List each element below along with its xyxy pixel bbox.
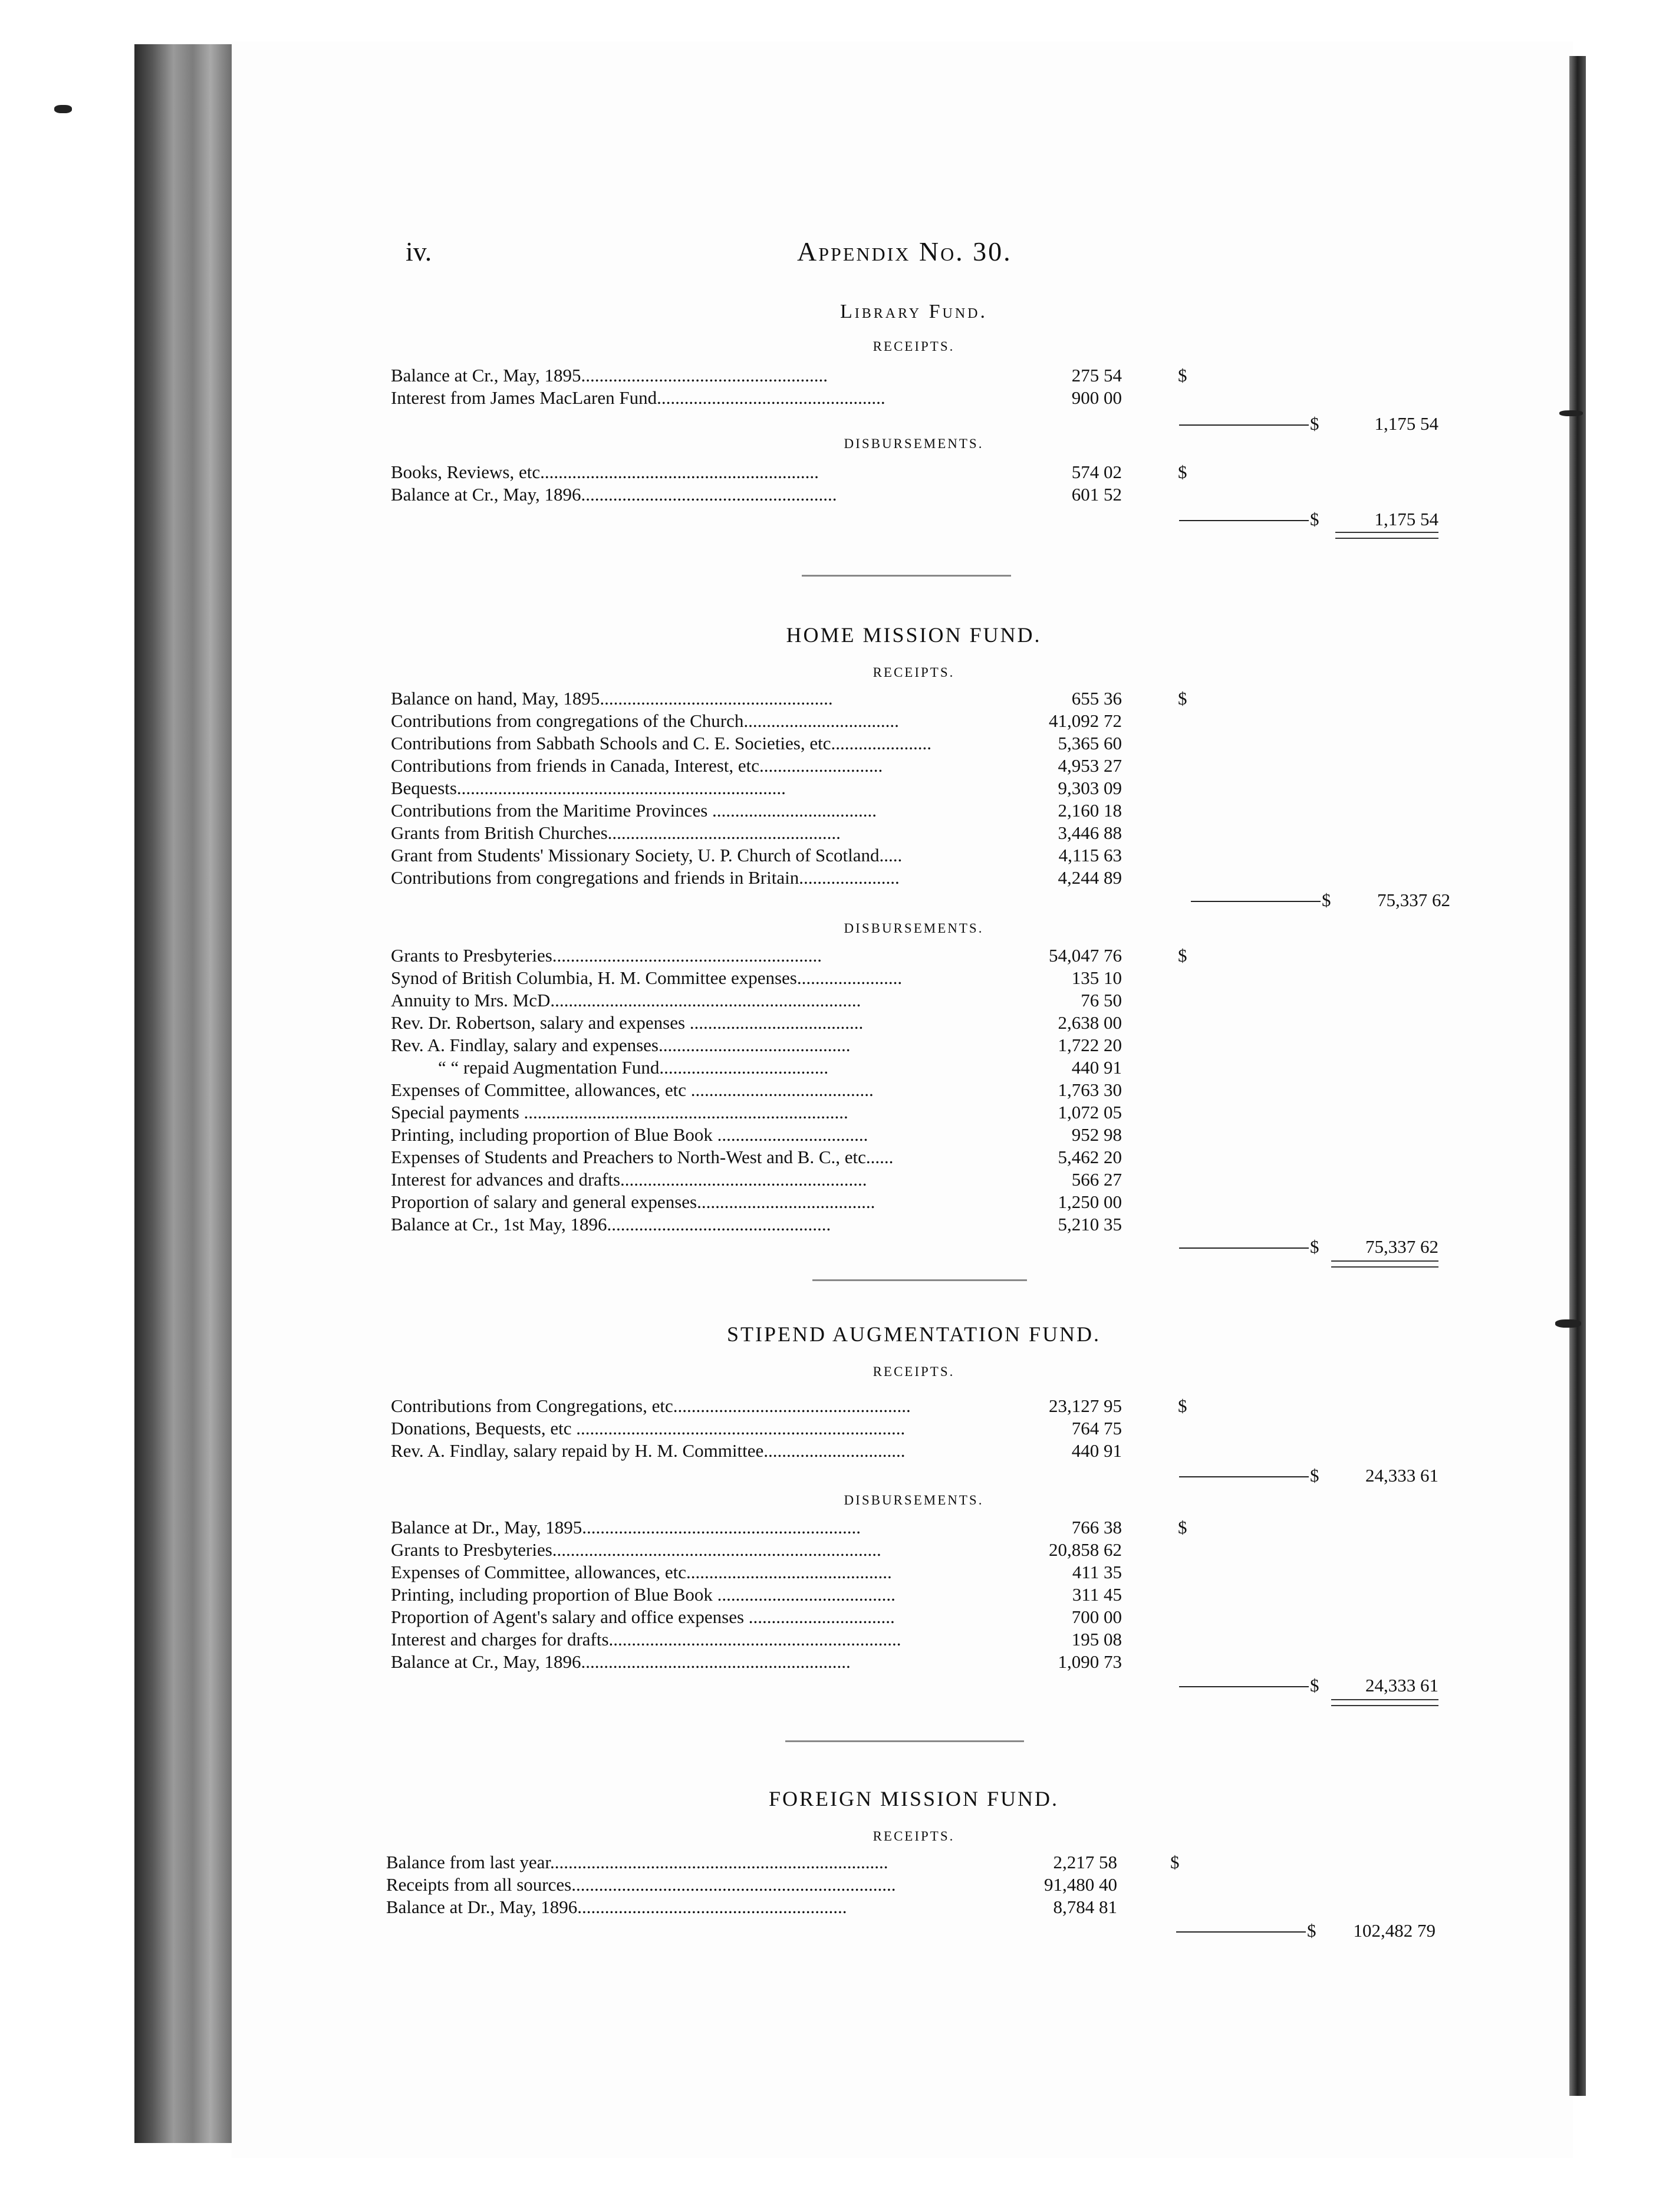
total-value: 102,482 79 xyxy=(1353,1920,1436,1941)
ledger-amount: 440 91 xyxy=(1071,1440,1122,1461)
ledger-amount: 2,217 58 xyxy=(1053,1852,1117,1872)
total-rule xyxy=(1179,520,1309,521)
ledger-amount: 601 52 xyxy=(1071,484,1122,505)
dollar-sign: $ xyxy=(1170,1852,1180,1872)
library-disbursements-heading: DISBURSEMENTS. xyxy=(844,436,984,451)
scan-margin-left xyxy=(0,0,136,2212)
ledger-label: Rev. A. Findlay, salary repaid by H. M. Committee............................... xyxy=(391,1440,906,1461)
ledger-label: Proportion of Agent's salary and office expenses ................................ xyxy=(391,1607,895,1627)
ledger-amount: 2,160 18 xyxy=(1058,800,1122,821)
dollar-sign: $ xyxy=(1178,945,1187,966)
ledger-amount: 4,244 89 xyxy=(1058,867,1122,888)
section-separator xyxy=(812,1279,1027,1281)
ledger-amount: 5,462 20 xyxy=(1058,1147,1122,1167)
total-rule xyxy=(1179,424,1309,426)
double-underline xyxy=(1331,1260,1438,1268)
ledger-label: Contributions from congregations of the Church.................................. xyxy=(391,710,899,731)
ledger-label: Balance at Cr., May, 1896........................................................ xyxy=(391,484,837,505)
dollar-sign: $ xyxy=(1310,509,1319,529)
library-fund-title: Library Fund. xyxy=(840,301,988,322)
dollar-sign: $ xyxy=(1310,1675,1319,1696)
ledger-amount: 135 10 xyxy=(1071,967,1122,988)
ledger-label: Interest and charges for drafts................................................................ xyxy=(391,1629,901,1650)
dollar-sign: $ xyxy=(1310,1465,1319,1486)
ledger-amount: 1,763 30 xyxy=(1058,1079,1122,1100)
ledger-amount: 900 00 xyxy=(1071,387,1122,408)
ledger-label: Bequests........................................................................ xyxy=(391,778,786,798)
stipend-augmentation-fund-title: STIPEND AUGMENTATION FUND. xyxy=(726,1322,1101,1346)
dollar-sign: $ xyxy=(1310,413,1319,434)
total-value: 24,333 61 xyxy=(1365,1675,1438,1696)
ledger-amount: 700 00 xyxy=(1071,1607,1122,1627)
dollar-sign: $ xyxy=(1178,1395,1187,1416)
ledger-amount: 54,047 76 xyxy=(1049,945,1122,966)
ledger-amount: 9,303 09 xyxy=(1058,778,1122,798)
ledger-label: Grant from Students' Missionary Society, U. P. Church of Scotland..... xyxy=(391,845,903,865)
dollar-sign: $ xyxy=(1178,365,1187,386)
home-mission-disbursements-heading: DISBURSEMENTS. xyxy=(844,921,984,936)
ledger-label: Expenses of Committee, allowances, etc ........................................ xyxy=(391,1079,874,1100)
scan-speck xyxy=(1555,1319,1581,1328)
total-rule xyxy=(1176,1931,1306,1933)
ledger-label: Balance at Cr., 1st May, 1896................................................. xyxy=(391,1214,831,1235)
ledger-label: Proportion of salary and general expenses....................................... xyxy=(391,1191,875,1212)
double-underline xyxy=(1331,1699,1438,1706)
ledger-label: Interest for advances and drafts...................................................... xyxy=(391,1169,867,1190)
ledger-label: Contributions from the Maritime Provinces .................................... xyxy=(391,800,877,821)
ledger-amount: 1,250 00 xyxy=(1058,1191,1122,1212)
ledger-amount: 41,092 72 xyxy=(1049,710,1122,731)
ledger-label: Balance at Dr., May, 1895............................................................. xyxy=(391,1517,861,1538)
ledger-amount: 8,784 81 xyxy=(1053,1897,1117,1917)
total-value: 75,337 62 xyxy=(1377,890,1450,910)
ledger-label: Balance at Cr., May, 1896........................................................... xyxy=(391,1651,851,1672)
ledger-amount: 574 02 xyxy=(1071,462,1122,482)
ledger-label: Printing, including proportion of Blue Book ....................................... xyxy=(391,1584,896,1605)
ledger-amount: 91,480 40 xyxy=(1044,1874,1117,1895)
ledger-label: Donations, Bequests, etc ........................................................................ xyxy=(391,1418,906,1439)
ledger-amount: 76 50 xyxy=(1081,990,1122,1010)
ledger-amount: 952 98 xyxy=(1071,1124,1122,1145)
ledger-label: Balance on hand, May, 1895................................................... xyxy=(391,688,833,709)
ledger-label: Expenses of Committee, allowances, etc............................................. xyxy=(391,1562,892,1582)
ledger-label: Grants from British Churches................................................... xyxy=(391,822,841,843)
ledger-label: Special payments ....................................................................... xyxy=(391,1102,848,1123)
ledger-label: Rev. A. Findlay, salary and expenses.......................................... xyxy=(391,1035,851,1055)
dollar-sign: $ xyxy=(1178,1517,1187,1538)
ledger-label: Receipts from all sources....................................................................... xyxy=(386,1874,896,1895)
dollar-sign: $ xyxy=(1307,1920,1316,1941)
total-value: 24,333 61 xyxy=(1365,1465,1438,1486)
appendix-heading: Appendix No. 30. xyxy=(797,236,1012,266)
foreign-mission-fund-title: FOREIGN MISSION FUND. xyxy=(768,1787,1059,1811)
ledger-label: Contributions from congregations and friends in Britain...................... xyxy=(391,867,900,888)
dollar-sign: $ xyxy=(1310,1236,1319,1257)
facing-page-edge xyxy=(1569,56,1586,2096)
total-rule xyxy=(1179,1247,1309,1249)
section-separator xyxy=(802,575,1011,577)
ledger-label: Printing, including proportion of Blue Book ................................. xyxy=(391,1124,868,1145)
total-rule xyxy=(1191,901,1321,902)
ledger-amount: 655 36 xyxy=(1071,688,1122,709)
ledger-label: Rev. Dr. Robertson, salary and expenses ...................................... xyxy=(391,1012,864,1033)
ledger-label: Balance at Dr., May, 1896........................................................... xyxy=(386,1897,847,1917)
dollar-sign: $ xyxy=(1178,688,1187,709)
ledger-amount: 5,365 60 xyxy=(1058,733,1122,753)
ledger-amount: 1,072 05 xyxy=(1058,1102,1122,1123)
ledger-amount: 1,722 20 xyxy=(1058,1035,1122,1055)
ledger-amount: 23,127 95 xyxy=(1049,1395,1122,1416)
total-value: 1,175 54 xyxy=(1374,413,1438,434)
ledger-label: Contributions from Sabbath Schools and C. E. Societies, etc...................... xyxy=(391,733,931,753)
scan-margin-right xyxy=(1592,0,1679,2212)
ledger-label: Contributions from friends in Canada, Interest, etc........................... xyxy=(391,755,883,776)
total-rule xyxy=(1179,1476,1309,1477)
ledger-amount: 1,090 73 xyxy=(1058,1651,1122,1672)
ledger-label: Expenses of Students and Preachers to North-West and B. C., etc...... xyxy=(391,1147,894,1167)
ledger-amount: 20,858 62 xyxy=(1049,1539,1122,1560)
ledger-amount: 3,446 88 xyxy=(1058,822,1122,843)
ledger-amount: 2,638 00 xyxy=(1058,1012,1122,1033)
ledger-amount: 4,953 27 xyxy=(1058,755,1122,776)
ledger-label: Balance at Cr., May, 1895...................................................... xyxy=(391,365,828,386)
stipend-disbursements-heading: DISBURSEMENTS. xyxy=(844,1493,984,1507)
ledger-amount: 440 91 xyxy=(1071,1057,1122,1078)
home-mission-receipts-heading: RECEIPTS. xyxy=(873,665,955,680)
ledger-amount: 311 45 xyxy=(1072,1584,1122,1605)
book-spine xyxy=(134,44,232,2143)
ledger-label: Grants to Presbyteries........................................................................ xyxy=(391,1539,881,1560)
ledger-label: Grants to Presbyteries........................................................... xyxy=(391,945,822,966)
scan-speck xyxy=(1559,410,1583,416)
ledger-label: “ “ repaid Augmentation Fund..................................... xyxy=(438,1057,829,1078)
double-underline xyxy=(1335,532,1438,539)
ledger-amount: 411 35 xyxy=(1072,1562,1122,1582)
stipend-receipts-heading: RECEIPTS. xyxy=(873,1364,955,1379)
ledger-label: Contributions from Congregations, etc.................................................... xyxy=(391,1395,911,1416)
ledger-amount: 195 08 xyxy=(1071,1629,1122,1650)
scan-speck xyxy=(54,105,72,113)
ledger-label: Books, Reviews, etc............................................................. xyxy=(391,462,819,482)
ledger-amount: 275 54 xyxy=(1071,365,1122,386)
total-value: 75,337 62 xyxy=(1365,1236,1438,1257)
dollar-sign: $ xyxy=(1322,890,1331,910)
home-mission-fund-title: HOME MISSION FUND. xyxy=(786,623,1042,647)
foreign-receipts-heading: RECEIPTS. xyxy=(873,1829,955,1844)
ledger-amount: 766 38 xyxy=(1071,1517,1122,1538)
ledger-amount: 566 27 xyxy=(1071,1169,1122,1190)
total-rule xyxy=(1179,1686,1309,1687)
library-receipts-heading: RECEIPTS. xyxy=(873,339,955,354)
ledger-label: Interest from James MacLaren Fund.................................................. xyxy=(391,387,885,408)
section-separator xyxy=(785,1740,1024,1742)
ledger-label: Balance from last year.......................................................................... xyxy=(386,1852,888,1872)
ledger-amount: 764 75 xyxy=(1071,1418,1122,1439)
ledger-label: Synod of British Columbia, H. M. Committee expenses....................... xyxy=(391,967,903,988)
page-number: iv. xyxy=(406,236,432,266)
total-value: 1,175 54 xyxy=(1374,509,1438,529)
dollar-sign: $ xyxy=(1178,462,1187,482)
ledger-amount: 4,115 63 xyxy=(1058,845,1122,865)
ledger-amount: 5,210 35 xyxy=(1058,1214,1122,1235)
ledger-label: Annuity to Mrs. McD.................................................................... xyxy=(391,990,861,1010)
